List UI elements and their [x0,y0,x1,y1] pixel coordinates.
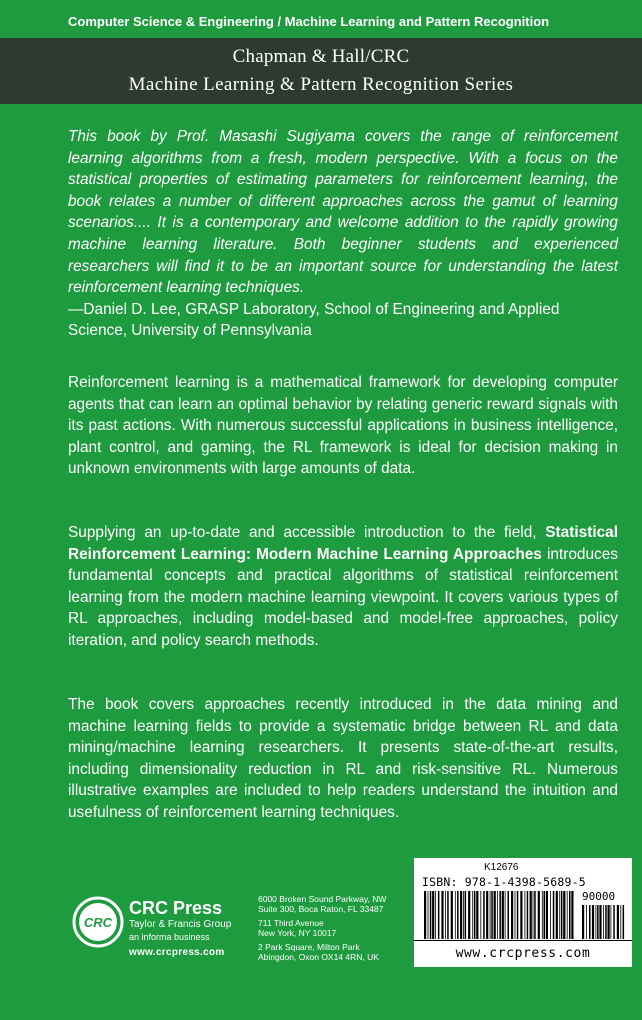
barcode-bar [597,905,599,939]
barcode-bar [596,905,597,939]
barcode-bar [582,905,584,939]
barcode-bar [605,905,607,939]
barcode-bar [457,891,459,939]
publisher-informa: an informa business [129,932,210,942]
barcode-bar [527,891,529,939]
barcode-bar [472,891,473,939]
barcode-bar [491,891,493,939]
barcode-bar [567,891,568,939]
barcode-bar [586,905,587,939]
series-publisher: Chapman & Hall/CRC [232,46,410,67]
barcode-bar [538,891,540,939]
address-line: Abingdon, Oxon OX14 4RN, UK [258,952,379,962]
k-number: K12676 [484,862,519,873]
address-line: 2 Park Square, Milton Park [258,942,360,952]
barcode-bar [533,891,534,939]
barcode-bar [589,905,591,939]
barcode-bar [553,891,555,939]
barcode-bar [559,891,560,939]
barcode-bar [599,905,601,939]
barcode-bar [486,891,488,939]
barcode-bar [569,891,571,939]
barcode-bar [490,891,491,939]
quote-attribution: —Daniel D. Lee, GRASP Laboratory, School of Engineering and Applied Science, University of Pennsylvania [68,300,560,340]
barcode-bar [511,891,513,939]
barcode-bar [515,891,516,939]
barcode-bar [474,891,476,939]
barcode-bar [502,891,504,939]
barcode-bar [592,905,594,939]
barcode-bar [465,891,467,939]
url-box-text: www.crcpress.com [455,946,591,961]
barcode-bar [505,891,506,939]
url-box [414,940,632,967]
barcode-bar [534,891,536,939]
barcode-bar [542,891,543,939]
barcode-bar [438,891,440,939]
quote-text: This book by Prof. Masashi Sugiyama covers the range of reinforcement learning algorithms from a fresh, modern perspective. With a focus on the statistical properties of estimating parameters for reinforcement learning, the book relates a number of different approaches across the gamut of learning scenarios.... It is a contemporary and welcome addition to the rapidly growing machine learning literature. Both beginner students and experienced researchers will find it to be an important source for understanding the latest reinforcement learning techniques. [68,128,618,297]
barcode-bar [463,891,464,939]
barcode-bar [451,891,453,939]
barcode-bar [494,891,496,939]
book-title: Statistical Reinforcement Learning: Modern Machine Learning Approaches [68,524,618,563]
address-line: New York, NY 10017 [258,928,337,938]
address-line: 711 Third Avenue [258,918,324,928]
barcode-bar [617,905,619,939]
barcode-bar [517,891,519,939]
endorsement-quote [68,126,618,342]
paragraph-text [68,522,618,652]
isbn-text: ISBN: 978-1-4398-5689-5 [422,875,586,889]
barcode-bar [445,891,446,939]
barcode-bar [563,891,565,939]
barcode-bar [611,905,612,939]
paragraph-lead: Supplying an up-to-date and accessible introduction to the field, [68,524,537,541]
barcode-bar [480,891,481,939]
barcode-bar [556,891,558,939]
barcode-bar [428,891,429,939]
barcode-bar [441,891,443,939]
barcode-bar [455,891,456,939]
description-paragraph-1 [68,372,618,480]
publisher-name: CRC Press [129,898,223,918]
barcode-bar [430,891,432,939]
description-paragraph-3 [68,694,618,824]
barcode-bar [613,905,615,939]
barcode-bar [608,905,610,939]
barcode-bar [497,891,498,939]
category-strip [0,0,642,38]
barcode-bar [546,891,548,939]
barcode-bar [530,891,532,939]
barcode-bar [525,891,526,939]
price-code: 90000 [582,890,616,903]
barcode-bar [447,891,449,939]
barcode-bar [435,891,436,939]
barcode-bar [424,891,426,939]
barcode-bar [561,891,563,939]
barcode-bar [468,891,470,939]
paragraph-text: The book covers approaches recently introduced in the data mining and machine learning fields to provide a systematic bridge between RL and data mining/machine learning researchers. It presents state-of-the-art results, including dimensionality reduction in RL and risk-sensitive RL. Numerous illustrative examples are included to help readers understand the intuition and usefulness of reinforcement learning techniques. [68,696,618,821]
barcode-bar [508,891,510,939]
barcode-bar [550,891,551,939]
barcode-bar [460,891,462,939]
barcode-bars [424,891,574,939]
series-name: Machine Learning & Pattern Recognition Series [128,74,514,95]
paragraph-rest: introduces fundamental concepts and practical algorithms of statistical reinforcement learning from the modern machine learning viewpoint. It covers various types of RL approaches, including model-based and model-free approaches, policy iteration, and policy search methods. [68,545,618,649]
barcode-bar [603,905,604,939]
barcode-bar [620,905,621,939]
barcode-bar [476,891,478,939]
barcode-bar [544,891,546,939]
barcode-bar [483,891,485,939]
logo-text: CRC [83,915,113,930]
barcode-bar [623,905,625,939]
address-line: Suite 300, Boca Raton, FL 33487 [258,904,384,914]
paragraph-text: Reinforcement learning is a mathematical framework for developing computer agents that can learn an optimal behavior by relating generic reward signals with its past actions. With numerous successful applications in business intelligence, plant control, and gaming, the RL framework is ideal for decision making in unknown environments with large amounts of data. [68,374,618,478]
publisher-group: Taylor & Francis Group [129,919,232,930]
barcode-bar [432,891,434,939]
price-barcode-bars [582,905,626,939]
barcode-bar [520,891,522,939]
publisher-url: www.crcpress.com [129,947,225,958]
barcode-bar [571,891,573,939]
subject-category: Computer Science & Engineering / Machine Learning and Pattern Recognition [68,14,550,29]
barcode-bar [499,891,501,939]
description-paragraph-2 [68,522,618,652]
publisher-addresses [258,894,408,962]
address-line: 6000 Broken Sound Parkway, NW [258,894,387,904]
crc-press-logo [72,896,124,948]
